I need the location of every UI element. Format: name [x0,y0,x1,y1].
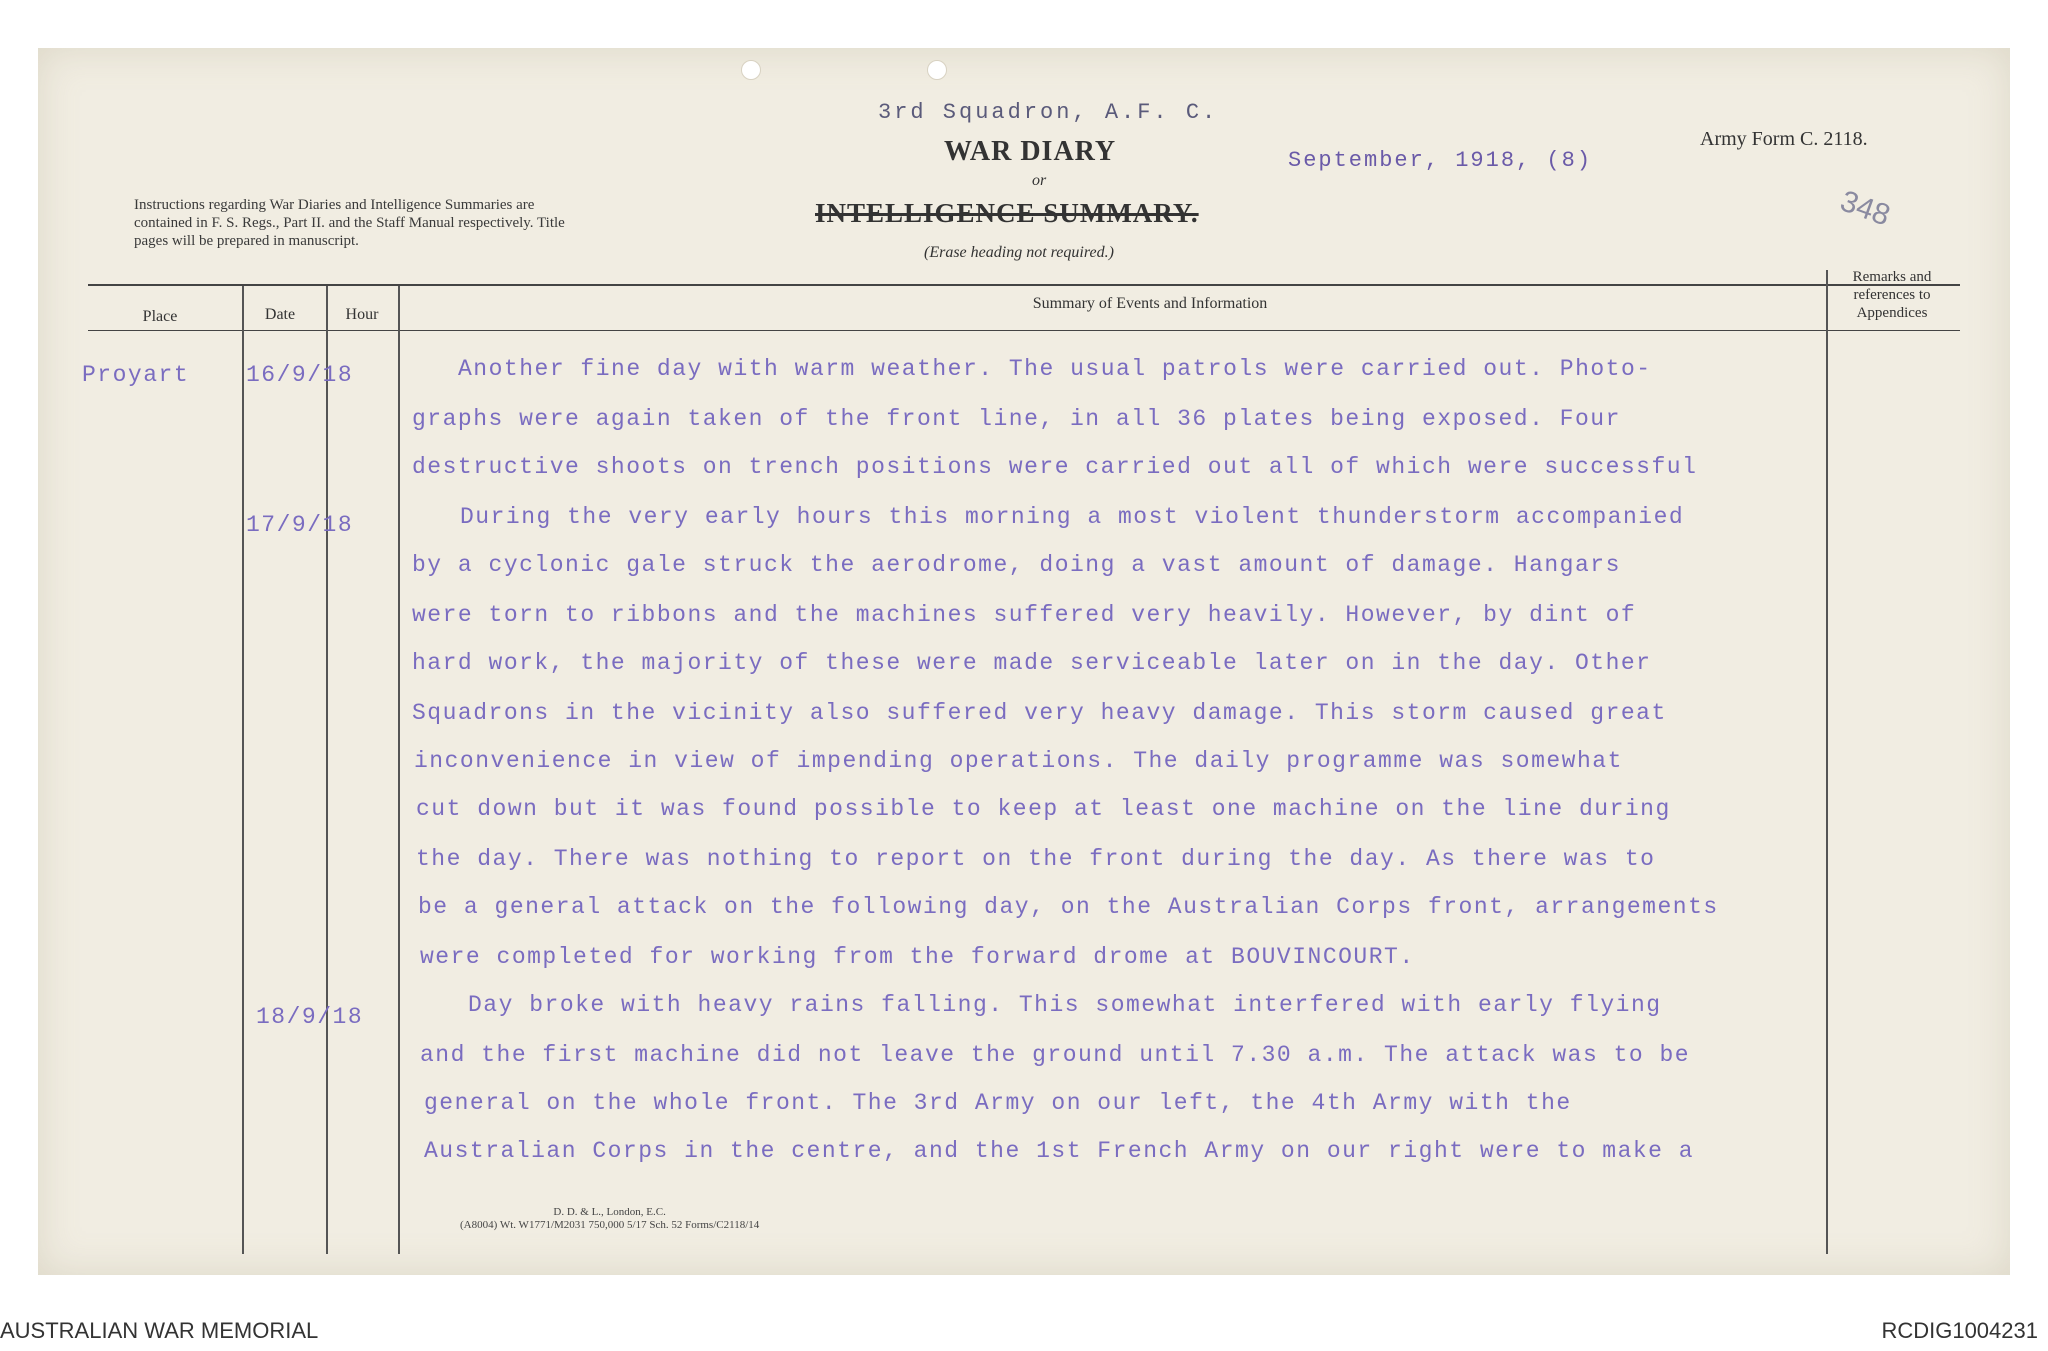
army-form-number: Army Form C. 2118. [1700,128,1868,150]
summary-line: graphs were again taken of the front line, in all 36 plates being exposed. Four [412,406,1621,432]
entry-place: Proyart [82,362,190,388]
summary-line: Squadrons in the vicinity also suffered very heavy damage. This storm caused great [412,700,1667,726]
summary-line: general on the whole front. The 3rd Army on our left, the 4th Army with the [424,1090,1572,1116]
diary-date: September, 1918, (8) [1288,148,1593,173]
punch-hole-left [741,60,761,80]
col-rule-1 [242,286,244,1254]
summary-line: During the very early hours this morning a most violent thunderstorm accompanied [460,504,1685,530]
summary-line: destructive shoots on trench positions were carried out all of which were successful [412,454,1698,480]
summary-line: were torn to ribbons and the machines suffered very heavily. However, by dint of [412,602,1637,628]
entry-date-1: 16/9/18 [246,362,354,388]
entry-date-2: 17/9/18 [246,512,354,538]
summary-line: by a cyclonic gale struck the aerodrome, doing a vast amount of damage. Hangars [412,552,1621,578]
summary-line: the day. There was nothing to report on the front during the day. As there was to [416,846,1656,872]
col-header-remarks: Remarks and references to Appendices [1852,269,1932,321]
entry-date-3: 18/9/18 [256,1004,364,1030]
summary-line: Australian Corps in the centre, and the 1st French Army on our right were to make a [424,1138,1695,1164]
erase-note: (Erase heading not required.) [924,244,1114,261]
summary-line: be a general attack on the following day, on the Australian Corps front, arrangements [418,894,1719,920]
struck-heading: INTELLIGENCE SUMMARY. [815,198,1199,228]
summary-line: and the first machine did not leave the ground until 7.30 a.m. The attack was to be [420,1042,1691,1068]
summary-line: inconvenience in view of impending operations. The daily programme was somewhat [414,748,1623,774]
printer-line-1: D. D. & L., London, E.C. [553,1206,666,1218]
page-number: 348 [1836,184,1895,233]
instructions-text: Instructions regarding War Diaries and Intelligence Summaries are contained in F. S. Regs., Part II. and the Staff Manual respectively. Title pages will be prepared in manuscript. [134,197,565,249]
summary-line: cut down but it was found possible to keep at least one machine on the line during [416,796,1671,822]
summary-line: hard work, the majority of these were made serviceable later on in the day. Other [412,650,1652,676]
or-text: or [1032,172,1047,189]
col-rule-3 [398,286,400,1254]
col-header-summary: Summary of Events and Information [1032,295,1268,312]
summary-line: Another fine day with warm weather. The usual patrols were carried out. Photo- [458,356,1652,382]
summary-line: were completed for working from the forward drome at BOUVINCOURT. [420,944,1415,970]
col-header-place: Place [142,308,178,325]
archive-id: RCDIG1004231 [1881,1318,2038,1343]
table-top-rule [88,284,1960,286]
col-rule-4 [1826,270,1828,1254]
punch-hole-right [927,60,947,80]
printer-imprint [460,1206,759,1232]
col-header-date: Date [264,306,296,323]
col-header-hour: Hour [345,306,379,323]
summary-line: Day broke with heavy rains falling. This somewhat interfered with early flying [468,992,1662,1018]
archive-credit: AUSTRALIAN WAR MEMORIAL [0,1318,319,1343]
col-rule-2 [326,286,328,1254]
header-bottom-rule [88,330,1960,331]
unit-name: 3rd Squadron, A.F. C. [878,100,1219,125]
printer-line-2: (A8004) Wt. W1771/M2031 750,000 5/17 Sch. 52 Forms/C2118/14 [460,1219,760,1231]
page-title: WAR DIARY [944,136,1117,167]
